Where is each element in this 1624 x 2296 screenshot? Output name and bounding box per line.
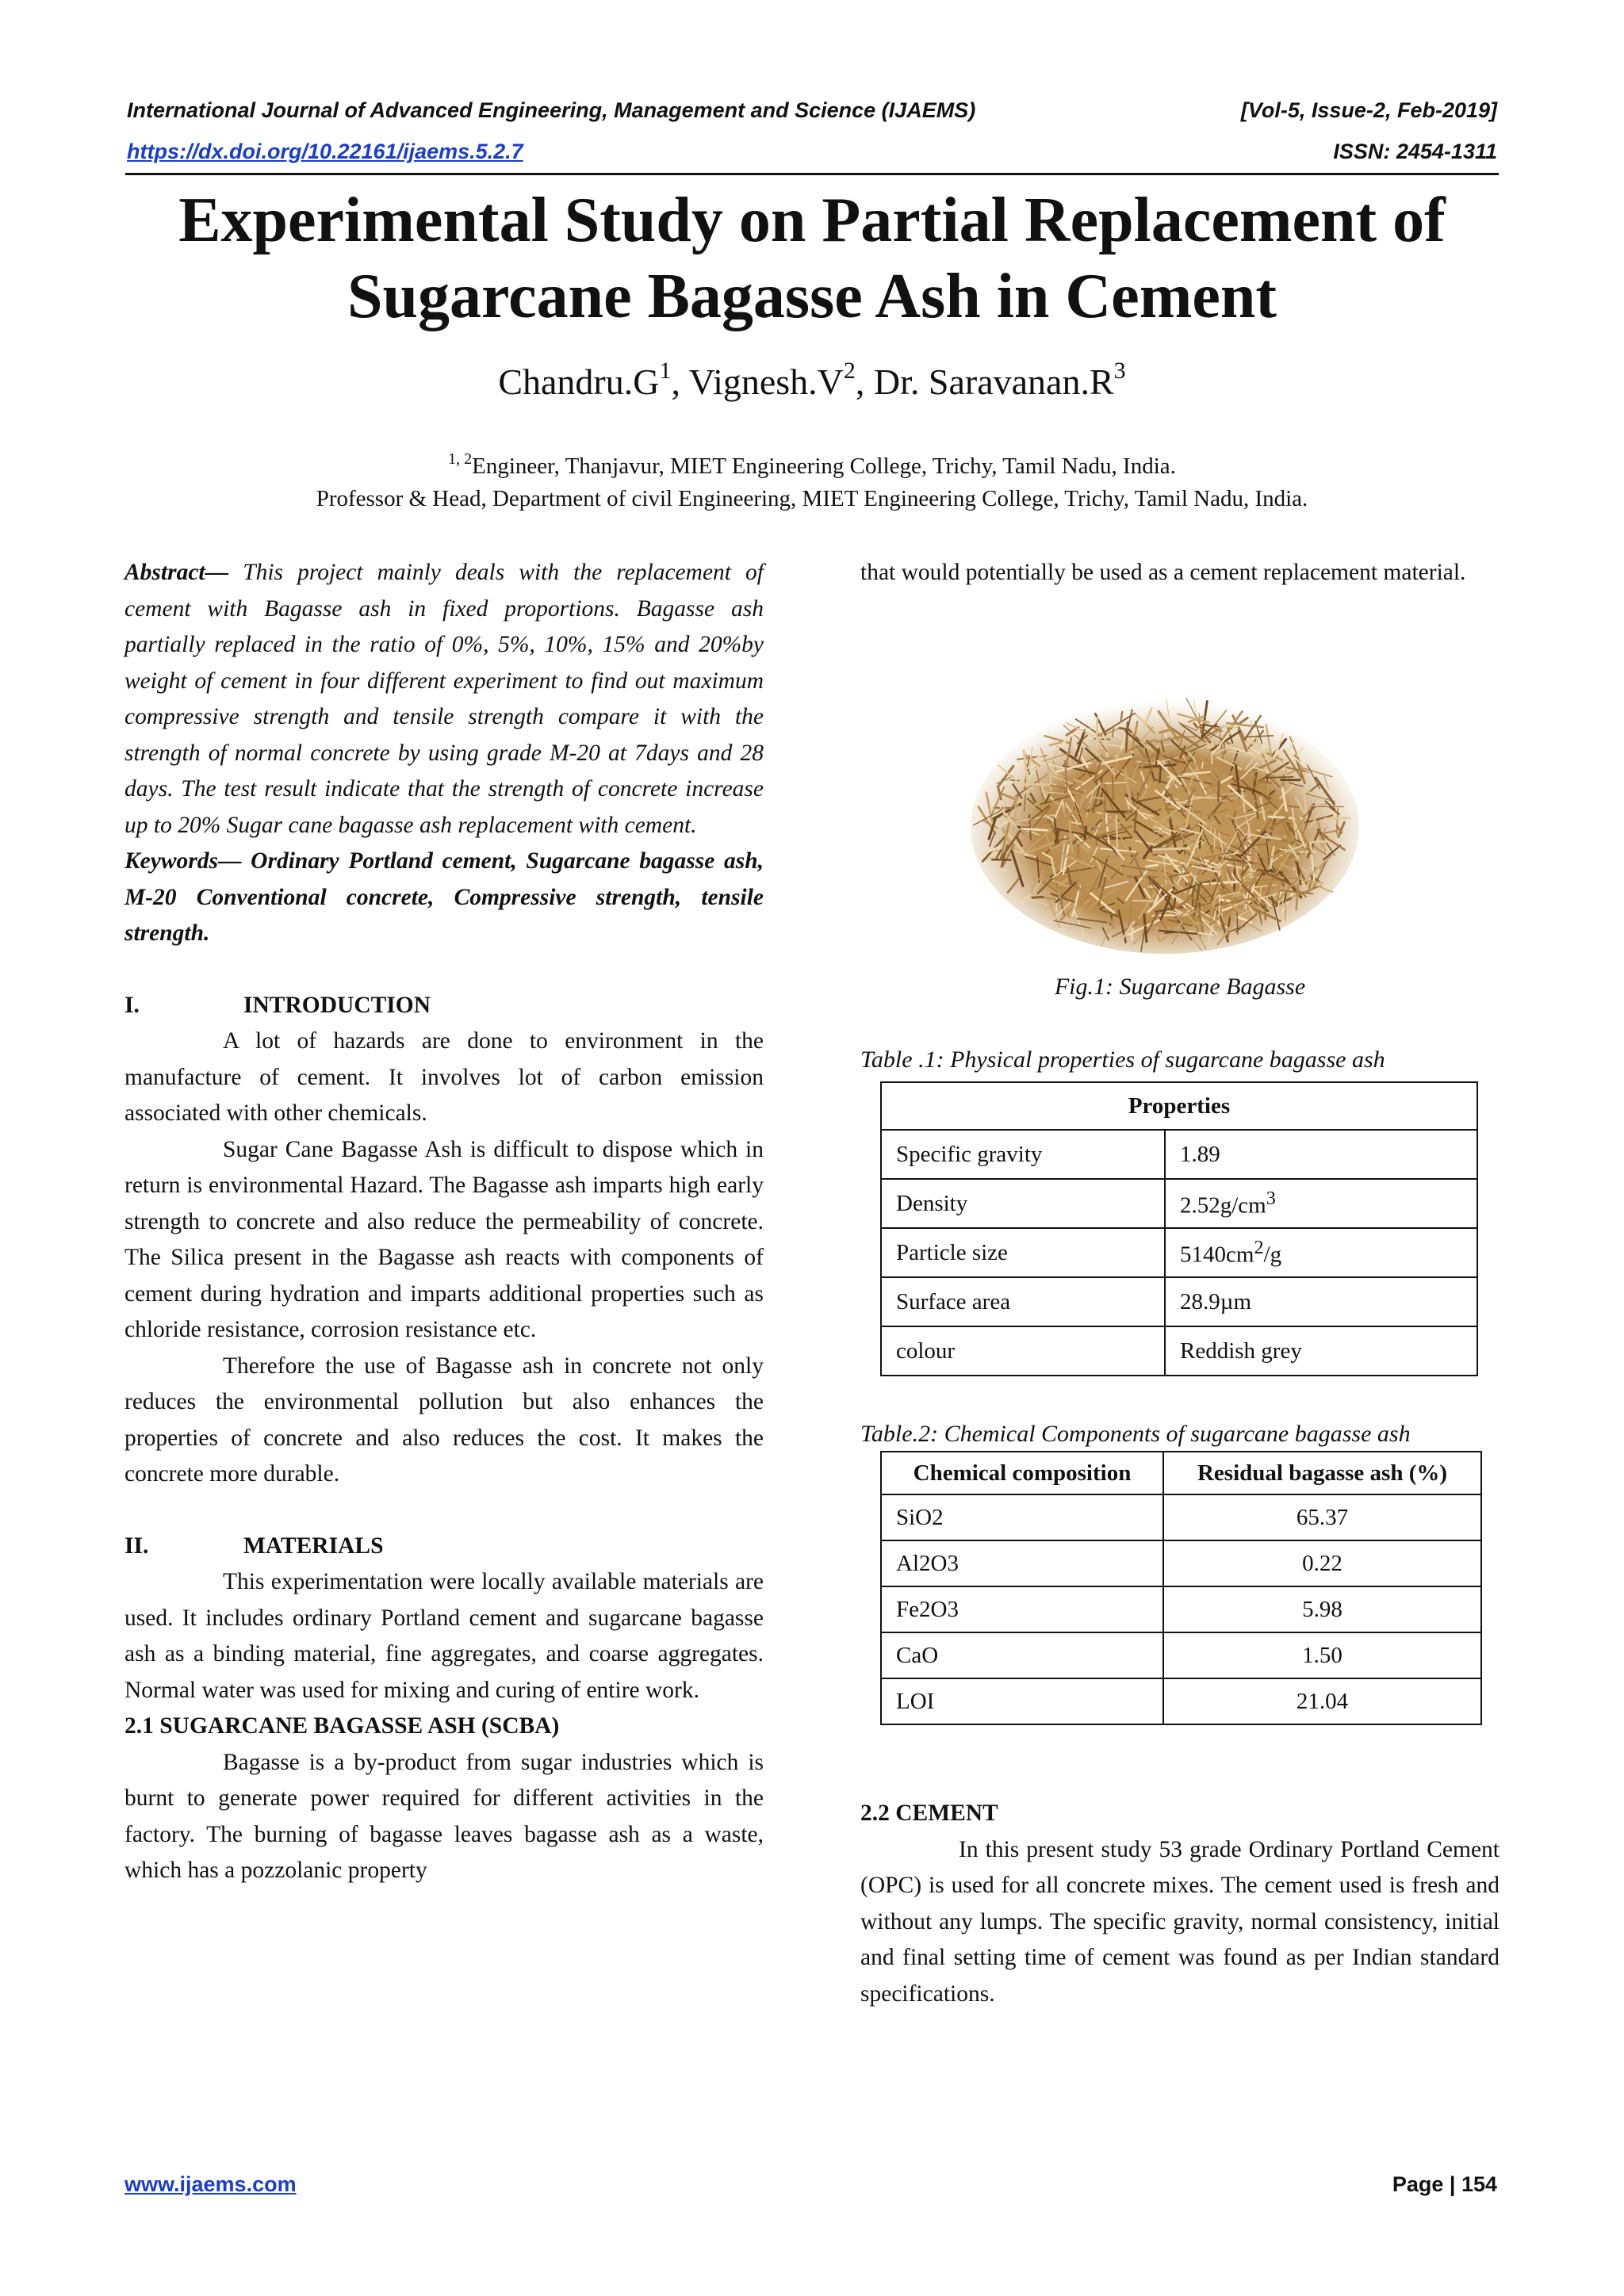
author-1: Chandru.G xyxy=(498,362,660,402)
property-name: Specific gravity xyxy=(881,1130,1165,1179)
subsection-heading-cement: 2.2 CEMENT xyxy=(860,1800,998,1826)
property-value: 1.89 xyxy=(1165,1130,1477,1179)
compound: CaO xyxy=(881,1632,1163,1678)
chemical-components-table xyxy=(880,1451,1482,1725)
physical-properties-table xyxy=(880,1081,1478,1376)
column-header-composition: Chemical composition xyxy=(881,1452,1163,1494)
author-1-sup: 1 xyxy=(659,358,672,384)
table-1-caption: Table .1: Physical properties of sugarcane bagasse ash xyxy=(860,1047,1385,1073)
bagasse-fibre xyxy=(1265,905,1266,920)
section-number: I. xyxy=(124,992,140,1018)
section-title: MATERIALS xyxy=(243,1533,384,1559)
intro-paragraph-1: A lot of hazards are done to environment in the manufacture of cement. It involves lot of carbon emission associated with other chemicals. xyxy=(124,1028,764,1126)
keywords xyxy=(124,844,764,952)
property-name: Density xyxy=(881,1179,1165,1228)
right-column xyxy=(860,555,1500,591)
section-number: II. xyxy=(124,1533,149,1559)
cement-section xyxy=(860,1796,1500,2012)
author-sep: , xyxy=(855,362,874,402)
bagasse-fibre xyxy=(1256,844,1257,861)
bagasse-fibre xyxy=(994,808,1012,809)
title-line-1: Experimental Study on Partial Replacement of xyxy=(178,186,1446,255)
bagasse-fibre xyxy=(1325,818,1350,819)
section-heading-materials xyxy=(124,1529,764,1565)
percentage: 0.22 xyxy=(1163,1540,1481,1586)
author-3-sup: 3 xyxy=(1113,358,1126,384)
bagasse-fibre xyxy=(1220,726,1240,727)
abstract-text: This project mainly deals with the replacement of cement with Bagasse ash in fixed proportions. Bagasse ash partially replaced in the ratio of 0%, 5%, 10%, 15% and 20%by weight of cement in four different experiment to find out maximum compressive strength and tensile strength compare it with the strength of normal concrete by using grade M-20 at 7days and 28 days. The test result indicate that the strength of concrete increase up to 20% Sugar cane bagasse ash replacement with cement. xyxy=(124,560,764,838)
author-sep: , xyxy=(671,362,689,402)
left-column xyxy=(124,555,764,1889)
compound: Al2O3 xyxy=(881,1540,1163,1586)
header-rule xyxy=(125,173,1499,175)
property-value: $5140cm^2/g$ xyxy=(1165,1228,1477,1277)
bagasse-fibre xyxy=(1154,848,1190,850)
issn: ISSN: 2454-1311 xyxy=(1333,140,1497,163)
page-number: Page | 154 xyxy=(1392,2172,1497,2196)
bagasse-fibre xyxy=(1116,815,1117,848)
author-3: Dr. Saravanan.R xyxy=(873,362,1114,402)
materials-paragraph-1: This experimentation were locally available materials are used. It includes ordinary Portland cement and sugarcane bagasse ash as a binding material, fine aggregates, and coarse aggregates. Normal water was used for mixing and curing of entire work. xyxy=(124,1569,764,1703)
author-list xyxy=(79,349,1545,404)
scba-paragraph-continued: that would potentially be used as a cement replacement material. xyxy=(860,560,1466,585)
percentage: 65.37 xyxy=(1163,1494,1481,1540)
website-link[interactable]: www.ijaems.com xyxy=(124,2172,297,2196)
affiliation-1-sup: 1, 2 xyxy=(448,450,473,468)
percentage: 5.98 xyxy=(1163,1586,1481,1632)
scba-paragraph: Bagasse is a by-product from sugar industries which is burnt to generate power required for different activities in the factory. The burning of bagasse leaves bagasse ash as a waste, which has a pozzolanic property xyxy=(124,1749,764,1883)
title-line-2: Sugarcane Bagasse Ash in Cement xyxy=(347,262,1277,331)
abstract xyxy=(124,555,764,844)
table-row xyxy=(881,1228,1477,1277)
bagasse-fibre xyxy=(1267,777,1293,778)
volume-issue: [Vol-5, Issue-2, Feb-2019] xyxy=(1240,98,1497,122)
keywords-label: Keywords— xyxy=(124,848,242,874)
column-header-percentage: Residual bagasse ash (%) xyxy=(1163,1452,1481,1494)
table-row xyxy=(881,1130,1477,1179)
bagasse-fibre xyxy=(1214,829,1215,847)
section-title: INTRODUCTION xyxy=(243,992,431,1018)
table-row xyxy=(881,1277,1477,1326)
table-row xyxy=(881,1326,1477,1376)
bagasse-fibre xyxy=(1218,782,1219,802)
table-1-header: Properties xyxy=(881,1082,1477,1130)
keywords-text: Ordinary Portland cement, Sugarcane bagasse ash, M-20 Conventional concrete, Compressive strength, tensile strength. xyxy=(124,848,764,946)
compound: SiO2 xyxy=(881,1494,1163,1540)
cement-paragraph: In this present study 53 grade Ordinary Portland Cement (OPC) is used for all concrete mixes. The cement used is fresh and without any lumps. The specific gravity, normal consistency, initial and final setting time of cement was found as per Indian standard specifications. xyxy=(860,1836,1500,2007)
bagasse-fibre xyxy=(1174,897,1176,906)
bagasse-fibre xyxy=(1147,865,1158,867)
journal-name: International Journal of Advanced Engineering, Management and Science (IJAEMS) xyxy=(127,98,976,122)
table-row xyxy=(881,1540,1481,1586)
table-row xyxy=(881,1494,1481,1540)
paper-title xyxy=(79,182,1545,335)
property-value: Reddish grey xyxy=(1165,1326,1477,1376)
affiliation-1-text: Engineer, Thanjavur, MIET Engineering College, Trichy, Tamil Nadu, India. xyxy=(472,453,1176,479)
intro-paragraph-3: Therefore the use of Bagasse ash in concrete not only reduces the environmental pollution but also enhances the properties of concrete and also reduces the cost. It makes the concrete more durable. xyxy=(124,1353,764,1487)
property-name: Particle size xyxy=(881,1228,1165,1277)
sugarcane-bagasse-image xyxy=(962,664,1368,966)
table-row xyxy=(881,1632,1481,1678)
percentage: 21.04 xyxy=(1163,1678,1481,1724)
doi-link[interactable]: https://dx.doi.org/10.22161/ijaems.5.2.7 xyxy=(127,140,523,163)
compound: LOI xyxy=(881,1678,1163,1724)
property-value: $2.52g/cm^3$ xyxy=(1165,1179,1477,1228)
table-row xyxy=(881,1179,1477,1228)
affiliation-1 xyxy=(79,450,1545,480)
subsection-heading-scba: 2.1 SUGARCANE BAGASSE ASH (SCBA) xyxy=(124,1713,560,1739)
compound: Fe2O3 xyxy=(881,1586,1163,1632)
bagasse-fibre xyxy=(1121,712,1122,721)
property-name: colour xyxy=(881,1326,1165,1376)
figure-caption: Fig.1: Sugarcane Bagasse xyxy=(1054,974,1306,1000)
percentage: 1.50 xyxy=(1163,1632,1481,1678)
section-heading-introduction xyxy=(124,988,764,1024)
property-value: 28.9µm xyxy=(1165,1277,1477,1326)
bagasse-fibre xyxy=(1159,768,1160,783)
bagasse-fibre xyxy=(1085,827,1086,839)
table-2-caption: Table.2: Chemical Components of sugarcane bagasse ash xyxy=(860,1421,1411,1447)
property-name: Surface area xyxy=(881,1277,1165,1326)
table-row xyxy=(881,1678,1481,1724)
table-row xyxy=(881,1586,1481,1632)
author-2-sup: 2 xyxy=(843,358,856,384)
abstract-label: Abstract— xyxy=(124,560,229,585)
author-2: Vignesh.V xyxy=(688,362,844,402)
affiliation-2: Professor & Head, Department of civil Engineering, MIET Engineering College, Trichy, Tamil Nadu, India. xyxy=(316,486,1308,511)
intro-paragraph-2: Sugar Cane Bagasse Ash is difficult to dispose which in return is environmental Hazard. The Bagasse ash imparts high early strength to concrete and also reduce the permeability of concrete. The Silica present in the Bagasse ash reacts with components of cement during hydration and imparts additional properties such as chloride resistance, corrosion resistance etc. xyxy=(124,1136,764,1342)
footer-website xyxy=(124,2172,297,2197)
